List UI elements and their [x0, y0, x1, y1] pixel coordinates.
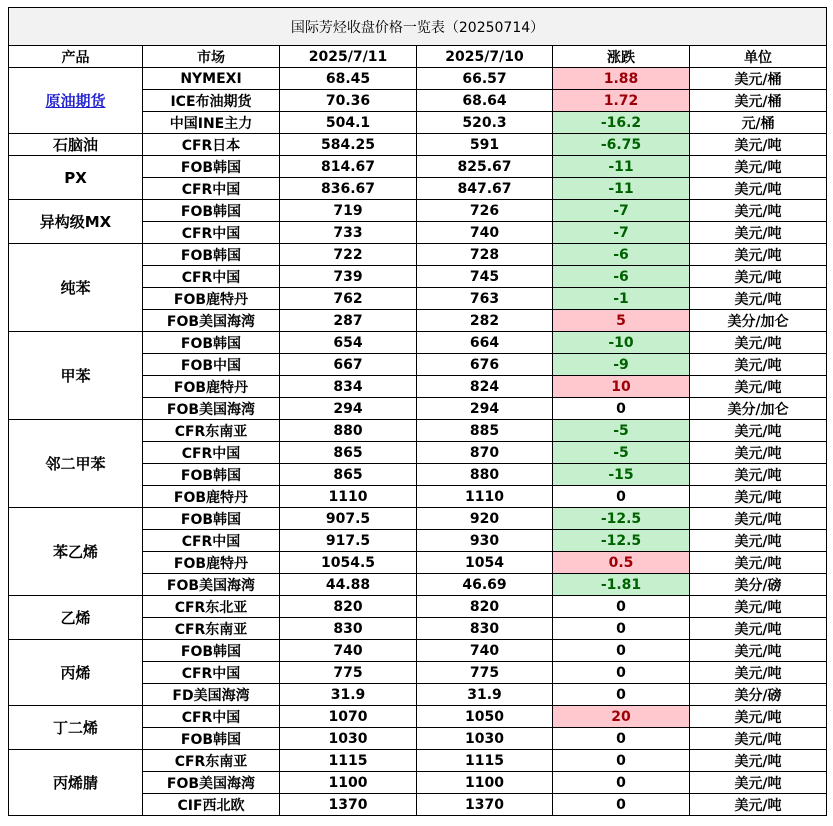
price-date-2-cell: 728 — [417, 244, 553, 266]
market-cell: CFR日本 — [143, 134, 280, 156]
price-date-1-cell: 584.25 — [280, 134, 417, 156]
price-date-1-cell: 830 — [280, 618, 417, 640]
table-row — [9, 134, 827, 156]
change-cell: 0 — [553, 640, 690, 662]
price-date-2-cell: 1110 — [417, 486, 553, 508]
price-date-1-cell: 865 — [280, 442, 417, 464]
market-cell: FOB美国海湾 — [143, 310, 280, 332]
unit-cell: 美元/吨 — [690, 354, 827, 376]
unit-cell: 美元/吨 — [690, 618, 827, 640]
price-date-1-cell: 722 — [280, 244, 417, 266]
product-cell: 异构级MX — [9, 200, 143, 244]
change-cell: 0 — [553, 596, 690, 618]
market-cell: FOB美国海湾 — [143, 772, 280, 794]
price-date-2-cell: 740 — [417, 640, 553, 662]
unit-cell: 美元/吨 — [690, 772, 827, 794]
price-date-2-cell: 282 — [417, 310, 553, 332]
header-unit: 单位 — [690, 46, 827, 68]
change-cell: -16.2 — [553, 112, 690, 134]
unit-cell: 美元/吨 — [690, 596, 827, 618]
price-date-2-cell: 830 — [417, 618, 553, 640]
market-cell: CIF西北欧 — [143, 794, 280, 816]
price-date-1-cell: 654 — [280, 332, 417, 354]
change-cell: -7 — [553, 200, 690, 222]
unit-cell: 美元/吨 — [690, 420, 827, 442]
table-title: 国际芳烃收盘价格一览表（20250714） — [9, 8, 827, 46]
market-cell: CFR中国 — [143, 662, 280, 684]
unit-cell: 美元/吨 — [690, 530, 827, 552]
market-cell: FOB中国 — [143, 354, 280, 376]
price-date-2-cell: 66.57 — [417, 68, 553, 90]
price-date-2-cell: 1115 — [417, 750, 553, 772]
unit-cell: 美元/吨 — [690, 222, 827, 244]
product-cell: 丁二烯 — [9, 706, 143, 750]
price-date-2-cell: 1054 — [417, 552, 553, 574]
change-cell: 0 — [553, 398, 690, 420]
product-cell: 丙烯腈 — [9, 750, 143, 816]
change-cell: -12.5 — [553, 508, 690, 530]
market-cell: FOB韩国 — [143, 156, 280, 178]
change-cell: 0 — [553, 662, 690, 684]
price-date-1-cell: 775 — [280, 662, 417, 684]
price-date-2-cell: 870 — [417, 442, 553, 464]
change-cell: -15 — [553, 464, 690, 486]
unit-cell: 美元/吨 — [690, 750, 827, 772]
market-cell: FOB韩国 — [143, 640, 280, 662]
change-cell: -1.81 — [553, 574, 690, 596]
product-link[interactable]: 原油期货 — [9, 68, 143, 134]
price-date-2-cell: 763 — [417, 288, 553, 310]
table-row — [9, 332, 827, 354]
price-date-2-cell: 520.3 — [417, 112, 553, 134]
unit-cell: 美元/吨 — [690, 640, 827, 662]
market-cell: CFR中国 — [143, 266, 280, 288]
unit-cell: 美分/加仑 — [690, 310, 827, 332]
unit-cell: 美元/吨 — [690, 200, 827, 222]
price-date-2-cell: 847.67 — [417, 178, 553, 200]
change-cell: 5 — [553, 310, 690, 332]
price-date-1-cell: 1070 — [280, 706, 417, 728]
price-date-2-cell: 920 — [417, 508, 553, 530]
table-row — [9, 706, 827, 728]
unit-cell: 美元/吨 — [690, 662, 827, 684]
price-date-1-cell: 740 — [280, 640, 417, 662]
product-cell: 纯苯 — [9, 244, 143, 332]
change-cell: -5 — [553, 442, 690, 464]
header-row — [9, 46, 827, 68]
price-date-2-cell: 31.9 — [417, 684, 553, 706]
price-date-2-cell: 825.67 — [417, 156, 553, 178]
market-cell: CFR东北亚 — [143, 596, 280, 618]
market-cell: CFR东南亚 — [143, 420, 280, 442]
unit-cell: 美元/吨 — [690, 134, 827, 156]
price-date-1-cell: 68.45 — [280, 68, 417, 90]
market-cell: FOB鹿特丹 — [143, 288, 280, 310]
price-date-2-cell: 1030 — [417, 728, 553, 750]
market-cell: CFR中国 — [143, 442, 280, 464]
price-date-2-cell: 885 — [417, 420, 553, 442]
unit-cell: 美分/磅 — [690, 574, 827, 596]
product-cell: 乙烯 — [9, 596, 143, 640]
table-row — [9, 200, 827, 222]
price-date-1-cell: 820 — [280, 596, 417, 618]
market-cell: CFR中国 — [143, 222, 280, 244]
unit-cell: 美元/吨 — [690, 288, 827, 310]
price-date-1-cell: 287 — [280, 310, 417, 332]
price-date-2-cell: 930 — [417, 530, 553, 552]
table-row — [9, 156, 827, 178]
change-cell: -11 — [553, 178, 690, 200]
price-date-1-cell: 1110 — [280, 486, 417, 508]
price-date-1-cell: 294 — [280, 398, 417, 420]
price-date-2-cell: 46.69 — [417, 574, 553, 596]
market-cell: FD美国海湾 — [143, 684, 280, 706]
price-date-1-cell: 762 — [280, 288, 417, 310]
market-cell: CFR中国 — [143, 706, 280, 728]
price-date-2-cell: 726 — [417, 200, 553, 222]
price-date-1-cell: 865 — [280, 464, 417, 486]
market-cell: FOB韩国 — [143, 508, 280, 530]
market-cell: FOB美国海湾 — [143, 574, 280, 596]
change-cell: -6 — [553, 244, 690, 266]
price-table — [8, 7, 827, 816]
change-cell: 1.72 — [553, 90, 690, 112]
price-date-1-cell: 1054.5 — [280, 552, 417, 574]
change-cell: 20 — [553, 706, 690, 728]
price-date-2-cell: 664 — [417, 332, 553, 354]
price-date-1-cell: 907.5 — [280, 508, 417, 530]
unit-cell: 美元/吨 — [690, 442, 827, 464]
price-date-2-cell: 745 — [417, 266, 553, 288]
market-cell: FOB鹿特丹 — [143, 376, 280, 398]
unit-cell: 美元/吨 — [690, 794, 827, 816]
price-date-2-cell: 676 — [417, 354, 553, 376]
product-cell: 邻二甲苯 — [9, 420, 143, 508]
table-body — [9, 68, 827, 816]
table-row — [9, 420, 827, 442]
price-date-1-cell: 834 — [280, 376, 417, 398]
change-cell: -12.5 — [553, 530, 690, 552]
price-date-1-cell: 1100 — [280, 772, 417, 794]
change-cell: -7 — [553, 222, 690, 244]
unit-cell: 美元/吨 — [690, 464, 827, 486]
product-cell: 石脑油 — [9, 134, 143, 156]
market-cell: FOB鹿特丹 — [143, 486, 280, 508]
unit-cell: 美元/吨 — [690, 266, 827, 288]
table-row — [9, 244, 827, 266]
market-cell: FOB韩国 — [143, 200, 280, 222]
change-cell: -5 — [553, 420, 690, 442]
market-cell: CFR中国 — [143, 530, 280, 552]
unit-cell: 美元/吨 — [690, 552, 827, 574]
price-date-1-cell: 719 — [280, 200, 417, 222]
unit-cell: 美分/加仑 — [690, 398, 827, 420]
product-cell: 甲苯 — [9, 332, 143, 420]
price-date-2-cell: 1100 — [417, 772, 553, 794]
market-cell: FOB美国海湾 — [143, 398, 280, 420]
change-cell: 0 — [553, 618, 690, 640]
table-row — [9, 750, 827, 772]
change-cell: 0 — [553, 684, 690, 706]
change-cell: 0 — [553, 486, 690, 508]
unit-cell: 美元/吨 — [690, 244, 827, 266]
price-table-wrapper — [8, 7, 826, 816]
product-cell: PX — [9, 156, 143, 200]
unit-cell: 美元/吨 — [690, 376, 827, 398]
change-cell: -6 — [553, 266, 690, 288]
unit-cell: 美元/吨 — [690, 706, 827, 728]
market-cell: FOB韩国 — [143, 332, 280, 354]
change-cell: 0.5 — [553, 552, 690, 574]
table-row — [9, 508, 827, 530]
unit-cell: 美分/磅 — [690, 684, 827, 706]
market-cell: FOB鹿特丹 — [143, 552, 280, 574]
change-cell: -1 — [553, 288, 690, 310]
product-cell: 苯乙烯 — [9, 508, 143, 596]
unit-cell: 美元/吨 — [690, 156, 827, 178]
change-cell: 0 — [553, 750, 690, 772]
unit-cell: 美元/桶 — [690, 90, 827, 112]
market-cell: NYMEXI — [143, 68, 280, 90]
price-date-1-cell: 739 — [280, 266, 417, 288]
change-cell: 1.88 — [553, 68, 690, 90]
table-row — [9, 68, 827, 90]
market-cell: 中国INE主力 — [143, 112, 280, 134]
price-date-2-cell: 591 — [417, 134, 553, 156]
market-cell: CFR中国 — [143, 178, 280, 200]
price-date-2-cell: 68.64 — [417, 90, 553, 112]
unit-cell: 美元/桶 — [690, 68, 827, 90]
header-date-2: 2025/7/10 — [417, 46, 553, 68]
price-date-1-cell: 917.5 — [280, 530, 417, 552]
change-cell: -10 — [553, 332, 690, 354]
price-date-2-cell: 880 — [417, 464, 553, 486]
market-cell: FOB韩国 — [143, 728, 280, 750]
unit-cell: 美元/吨 — [690, 178, 827, 200]
market-cell: ICE布油期货 — [143, 90, 280, 112]
price-date-2-cell: 1050 — [417, 706, 553, 728]
price-date-2-cell: 1370 — [417, 794, 553, 816]
change-cell: -9 — [553, 354, 690, 376]
price-date-1-cell: 1370 — [280, 794, 417, 816]
price-date-2-cell: 775 — [417, 662, 553, 684]
unit-cell: 美元/吨 — [690, 728, 827, 750]
header-date-1: 2025/7/11 — [280, 46, 417, 68]
header-product: 产品 — [9, 46, 143, 68]
price-date-2-cell: 740 — [417, 222, 553, 244]
price-date-1-cell: 31.9 — [280, 684, 417, 706]
market-cell: FOB韩国 — [143, 464, 280, 486]
unit-cell: 美元/吨 — [690, 486, 827, 508]
price-date-1-cell: 504.1 — [280, 112, 417, 134]
price-date-1-cell: 1030 — [280, 728, 417, 750]
change-cell: 0 — [553, 772, 690, 794]
price-date-1-cell: 880 — [280, 420, 417, 442]
price-date-2-cell: 820 — [417, 596, 553, 618]
unit-cell: 美元/吨 — [690, 508, 827, 530]
market-cell: CFR东南亚 — [143, 618, 280, 640]
product-cell: 丙烯 — [9, 640, 143, 706]
price-date-1-cell: 44.88 — [280, 574, 417, 596]
table-row — [9, 640, 827, 662]
header-market: 市场 — [143, 46, 280, 68]
market-cell: FOB韩国 — [143, 244, 280, 266]
table-row — [9, 596, 827, 618]
unit-cell: 元/桶 — [690, 112, 827, 134]
change-cell: -11 — [553, 156, 690, 178]
change-cell: 10 — [553, 376, 690, 398]
header-change: 涨跌 — [553, 46, 690, 68]
price-date-1-cell: 836.67 — [280, 178, 417, 200]
price-date-1-cell: 733 — [280, 222, 417, 244]
price-date-1-cell: 70.36 — [280, 90, 417, 112]
price-date-1-cell: 814.67 — [280, 156, 417, 178]
change-cell: -6.75 — [553, 134, 690, 156]
price-date-2-cell: 824 — [417, 376, 553, 398]
change-cell: 0 — [553, 728, 690, 750]
price-date-2-cell: 294 — [417, 398, 553, 420]
market-cell: CFR东南亚 — [143, 750, 280, 772]
price-date-1-cell: 667 — [280, 354, 417, 376]
change-cell: 0 — [553, 794, 690, 816]
price-date-1-cell: 1115 — [280, 750, 417, 772]
unit-cell: 美元/吨 — [690, 332, 827, 354]
